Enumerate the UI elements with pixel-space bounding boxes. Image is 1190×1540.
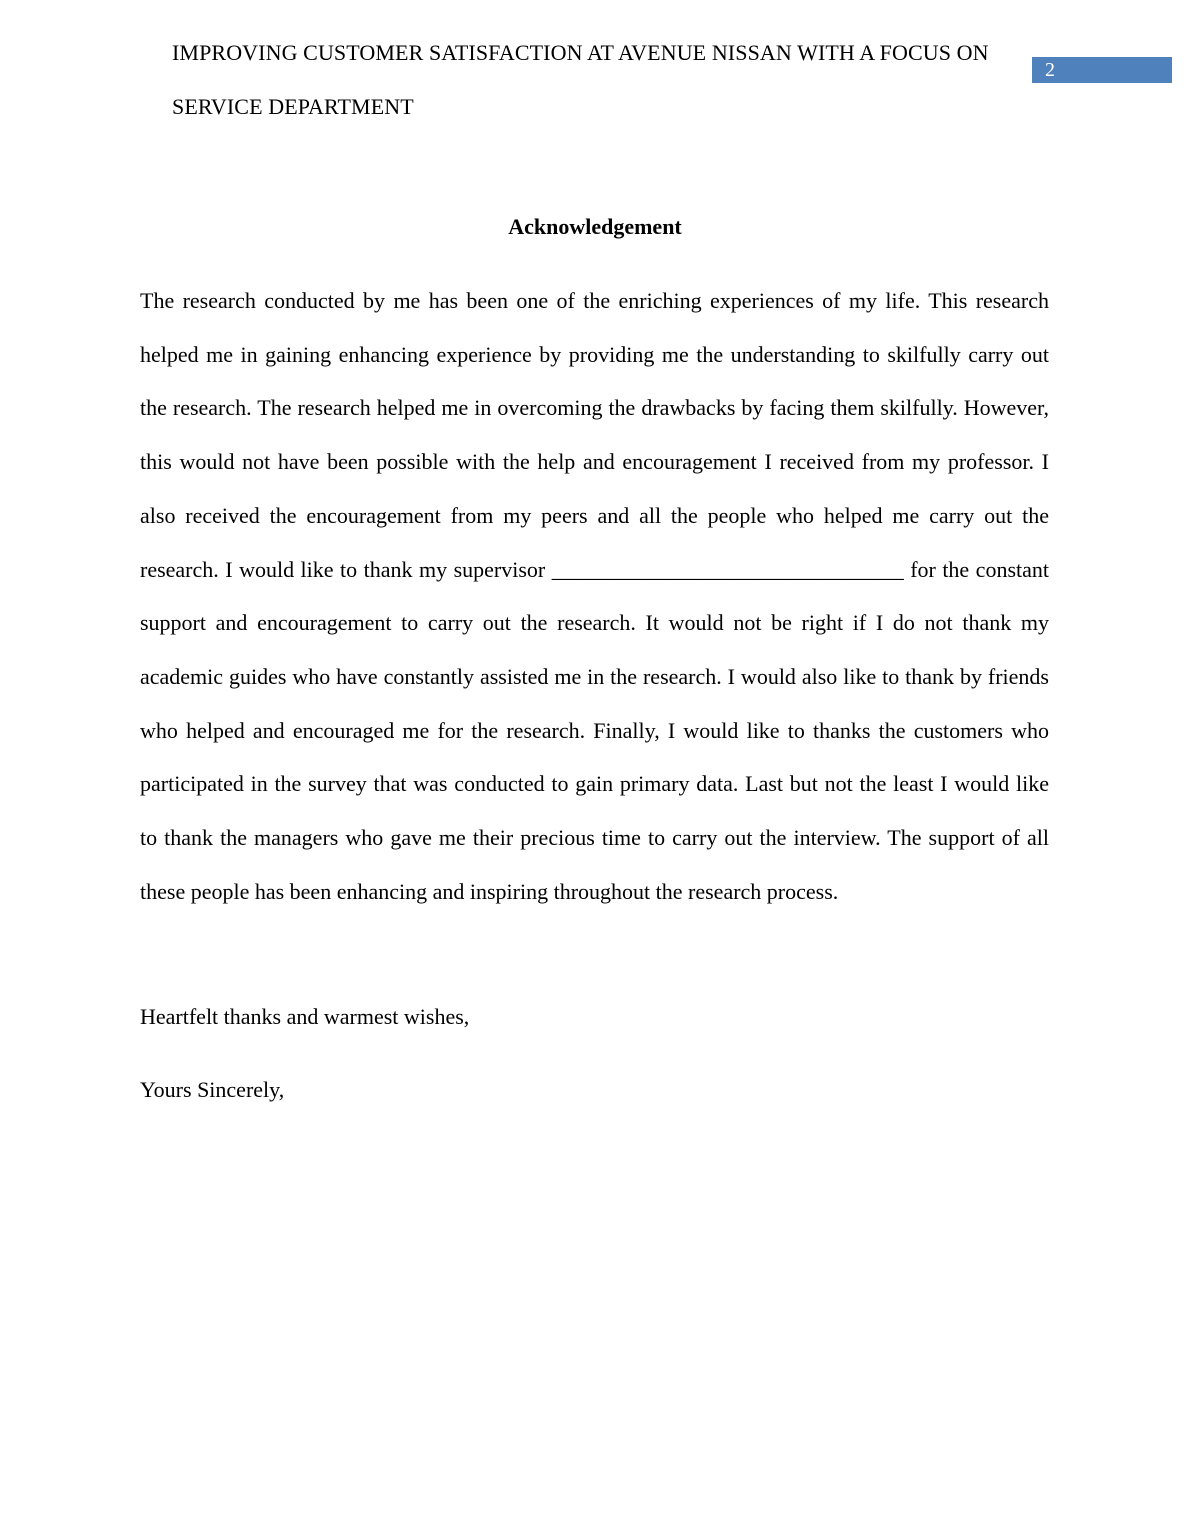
- page-title: Acknowledgement: [508, 214, 682, 239]
- page-number: 2: [1032, 57, 1172, 83]
- closing-line: Heartfelt thanks and warmest wishes,: [140, 1004, 470, 1029]
- acknowledgement-paragraph: The research conducted by me has been one of the enriching experiences of my life. This research helped me in gaining enhancing experience by providing me the understanding to skilfully carry out the research. The research helped me in overcoming the drawbacks by facing them skilfully. However, this would not have been possible with the help and encouragement I received from my professor. I also received the encouragement from my peers and all the people who helped me carry out the research. I would like to thank my supervisor ________________________________ for the constant support and encouragement to carry out the research. It would not be right if I do not thank my academic guides who have constantly assisted me in the research. I would also like to thank by friends who helped and encouraged me for the research. Finally, I would like to thanks the customers who participated in the survey that was conducted to gain primary data. Last but not the least I would like to thank the managers who gave me their precious time to carry out the interview. The support of all these people has been enhancing and inspiring throughout the research process.: [140, 288, 1049, 904]
- sign-off: Yours Sincerely,: [140, 1077, 285, 1102]
- running-head: IMPROVING CUSTOMER SATISFACTION AT AVENUE NISSAN WITH A FOCUS ON SERVICE DEPARTMENT: [172, 40, 989, 119]
